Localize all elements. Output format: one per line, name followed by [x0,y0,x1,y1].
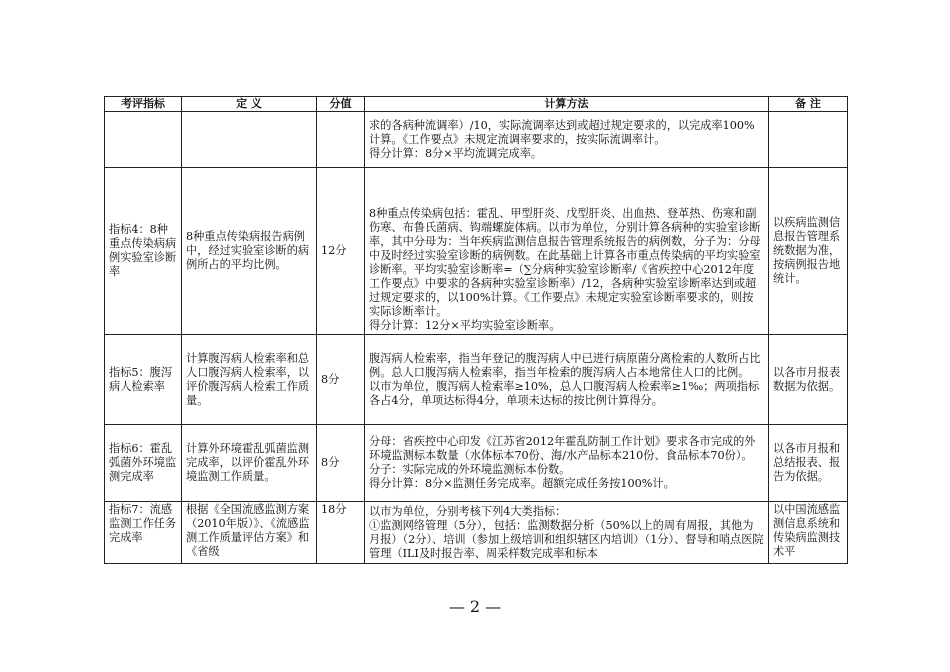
cell-definition: 计算腹泻病人检索率和总人口腹泻病人检索率，以评价腹泻病人检索工作质量。 [182,335,317,425]
method-line: 8种重点传染病包括：霍乱、甲型肝炎、戊型肝炎、出血热、登革热、伤寒和副伤寒、布鲁氏菌病、钩端螺旋体病。以市为单位，分别计算各病种的实验室诊断率，其中分母为：当年疾病监测信息报告管理系统报告的病例数，分子为：分母中及时经过实验室诊断的病例数。在此基础上计算各市重点传染病的平均实验室诊断率。平均实验室诊断率=（∑分病种实验室诊断率/《省疾控中心2012年度工作要点》中要求的各病种实验室诊断率）/12，各病种实验室诊断率达到或超过规定要求的，以100%计算。《工作要点》未规定实验室诊断率要求的，则按实际诊断率计。 [369,207,761,318]
cell-remark [769,112,848,168]
method-line: 得分计算：12分×平均实验室诊断率。 [369,319,561,332]
cell-remark: 以疾病监测信息报告管理系统数据为准，按病例报告地统计。 [769,168,848,335]
cell-score [317,112,365,168]
cell-method [365,168,769,335]
cell-indicator: 指标4：8种重点传染病病例实验室诊断率 [105,168,182,335]
cell-indicator: 指标6：霍乱弧菌外环境监测完成率 [105,425,182,502]
cell-indicator: 指标7：流感监测工作任务完成率 [105,502,182,564]
cell-method [365,335,769,425]
cell-remark: 以各市月报表数据为依据。 [769,335,848,425]
cell-score: 18分 [317,502,365,564]
page-number: — 2 — [448,597,502,616]
header-method: 计算方法 [365,97,769,112]
evaluation-table [104,96,848,564]
table-row [105,112,848,168]
cell-indicator [105,112,182,168]
cell-definition: 计算外环境霍乱弧菌监测完成率，以评价霍乱外环境监测工作质量。 [182,425,317,502]
cell-remark: 以各市月报和总结报表、报告为依据。 [769,425,848,502]
method-line: 分母：省疾控中心印发《江苏省2012年霍乱防制工作计划》要求各市完成的外环境监测标本数量（水体标本70份、海/水产品标本210份、食品标本70份）。 [369,435,756,462]
table-row [105,168,848,335]
method-line: 得分计算：8分×监测任务完成率。超额完成任务按100%计。 [369,477,675,490]
cell-definition [182,112,317,168]
header-indicator: 考评指标 [105,97,182,112]
cell-method [365,502,769,564]
table-row [105,335,848,425]
table-header-row [105,97,848,112]
cell-indicator: 指标5：腹泻病人检索率 [105,335,182,425]
method-line: 以市为单位，腹泻病人检索率≥10%，总人口腹泻病人检索率≥1‰；两项指标各占4分，单项达标得4分，单项未达标的按比例计算得分。 [369,379,760,407]
method-line: 得分计算：8分×平均流调完成率。 [369,146,543,160]
cell-method [365,425,769,502]
table-row [105,425,848,502]
header-remark: 备 注 [769,97,848,112]
cell-definition: 8种重点传染病报告病例中，经过实验室诊断的病例所占的平均比例。 [182,168,317,335]
cell-remark: 以中国流感监测信息系统和传染病监测技术平 [769,502,848,564]
method-line: ①监测网络管理（5分），包括：监测数据分析（50%以上的周有周报，其他为月报）（2分）、培训（参加上级培训和组织辖区内培训）（1分）、督导和哨点医院管理（ILI及时报告率、周采样数完成率和标本 [369,518,764,560]
method-line: 求的各病种流调率）/10，实际流调率达到或超过规定要求的，以完成率100%计算。《工作要点》未规定流调率要求的，按实际流调率计。 [369,118,755,146]
method-line: 以市为单位，分别考核下列4大类指标： [369,504,567,518]
cell-score: 8分 [317,335,365,425]
table-row [105,502,848,564]
header-definition: 定 义 [182,97,317,112]
cell-score: 12分 [317,168,365,335]
method-line: 分子：实际完成的外环境监测标本份数。 [369,463,571,476]
cell-definition: 根据《全国流感监测方案（2010年版）》、《流感监测工作质量评估方案》和《省级 [182,502,317,564]
cell-score: 8分 [317,425,365,502]
header-score: 分值 [317,97,365,112]
method-line: 腹泻病人检索率，指当年登记的腹泻病人中已进行病原菌分离检索的人数所占比例。总人口腹泻病人检索率，指当年检索的腹泻病人占本地常住人口的比例。 [369,351,761,379]
cell-method [365,112,769,168]
